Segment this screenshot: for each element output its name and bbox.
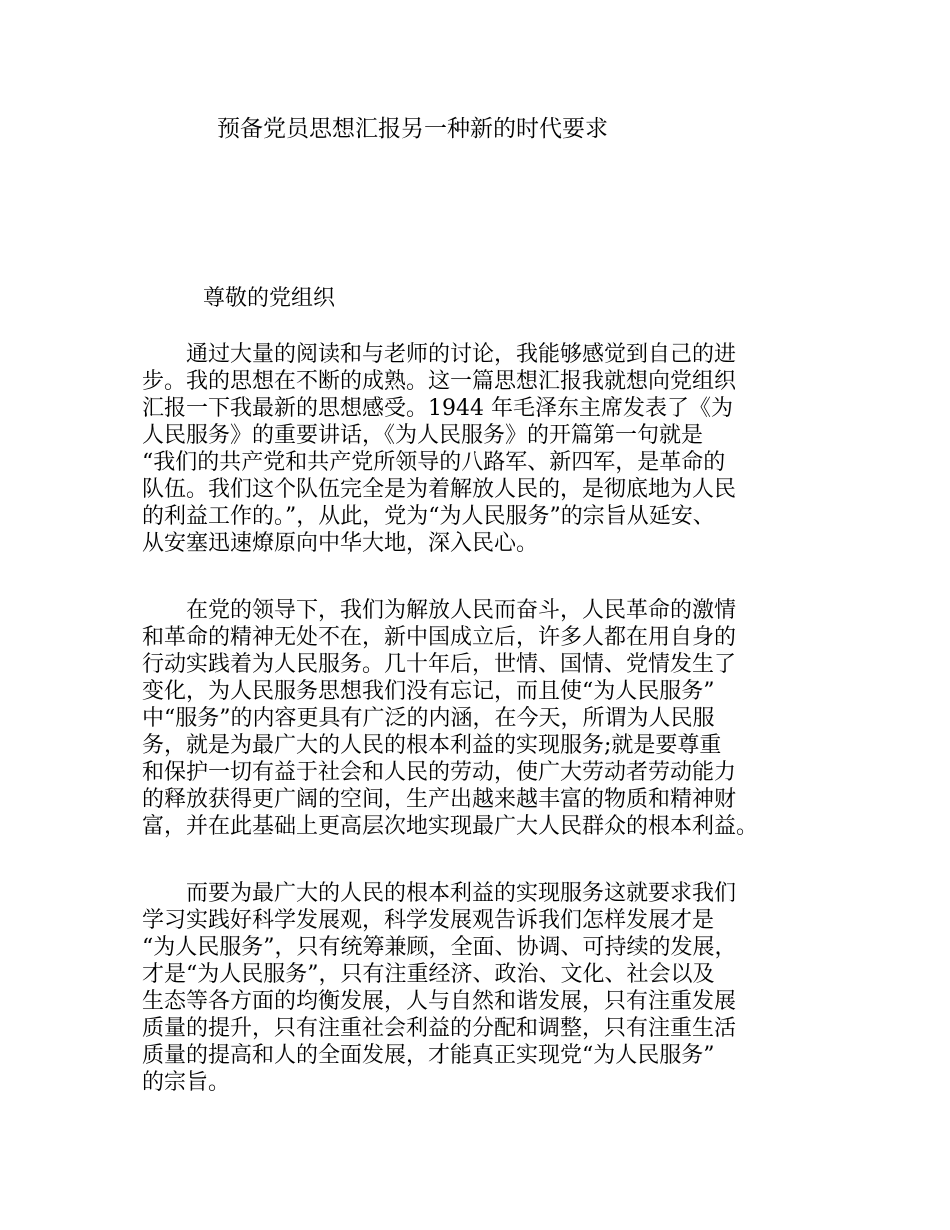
paragraph-line: “我们的共产党和共产党所领导的八路军、新四军，是革命的 xyxy=(142,450,726,475)
paragraph-line: 通过大量的阅读和与老师的讨论，我能够感觉到自己的进 xyxy=(142,342,737,367)
paragraph-line: 学习实践好科学发展观，科学发展观告诉我们怎样发展才是 xyxy=(142,908,715,933)
paragraph-line: 在党的领导下，我们为解放人民而奋斗，人民革命的激情 xyxy=(142,598,737,623)
paragraph-line: 务，就是为最广大的人民的根本利益的实现服务;就是要尊重 xyxy=(142,733,722,758)
paragraph-2 xyxy=(142,597,842,840)
paragraph-line: 生态等各方面的均衡发展，人与自然和谐发展，只有注重发展 xyxy=(142,989,737,1014)
paragraph-line: 和革命的精神无处不在，新中国成立后，许多人都在用自身的 xyxy=(142,625,737,650)
paragraph-line: 行动实践着为人民服务。几十年后，世情、国情、党情发生了 xyxy=(142,652,737,677)
paragraph-line: 队伍。我们这个队伍完全是为着解放人民的，是彻底地为人民 xyxy=(142,477,737,502)
paragraph-line: 的释放获得更广阔的空间，生产出越来越丰富的物质和精神财 xyxy=(142,787,737,812)
paragraph-line: 的宗旨。 xyxy=(142,1070,231,1095)
paragraph-line: 人民服务》的重要讲话，《为人民服务》的开篇第一句就是 xyxy=(142,423,704,448)
paragraph-1 xyxy=(142,341,842,557)
paragraph-line: 而要为最广大的人民的根本利益的实现服务这就要求我们 xyxy=(142,881,737,906)
paragraph-line: 才是“为人民服务”，只有注重经济、政治、文化、社会以及 xyxy=(142,962,715,987)
salutation: 尊敬的党组织 xyxy=(203,286,336,311)
paragraph-line: 的利益工作的。”，从此，党为“为人民服务”的宗旨从延安、 xyxy=(142,504,715,529)
paragraph-line: 中“服务”的内容更具有广泛的内涵，在今天，所谓为人民服 xyxy=(142,706,715,731)
document-title: 预备党员思想汇报另一种新的时代要求 xyxy=(217,116,608,142)
paragraph-line: 从安塞迅速燎原向中华大地，深入民心。 xyxy=(142,531,539,556)
paragraph-line: 汇报一下我最新的思想感受。1944 年毛泽东主席发表了《为 xyxy=(142,396,733,421)
paragraph-line: 和保护一切有益于社会和人民的劳动，使广大劳动者劳动能力 xyxy=(142,760,737,785)
paragraph-line: 步。我的思想在不断的成熟。这一篇思想汇报我就想向党组织 xyxy=(142,369,737,394)
paragraph-line: 质量的提高和人的全面发展，才能真正实现党“为人民服务” xyxy=(142,1043,715,1068)
paragraph-line: “为人民服务”，只有统筹兼顾，全面、协调、可持续的发展， xyxy=(142,935,737,960)
paragraph-line: 变化，为人民服务思想我们没有忘记，而且使“为人民服务” xyxy=(142,679,715,704)
paragraph-3 xyxy=(142,880,842,1096)
paragraph-line: 富，并在此基础上更高层次地实现最广大人民群众的根本利益。 xyxy=(142,814,759,839)
paragraph-line: 质量的提升，只有注重社会利益的分配和调整，只有注重生活 xyxy=(142,1016,737,1041)
